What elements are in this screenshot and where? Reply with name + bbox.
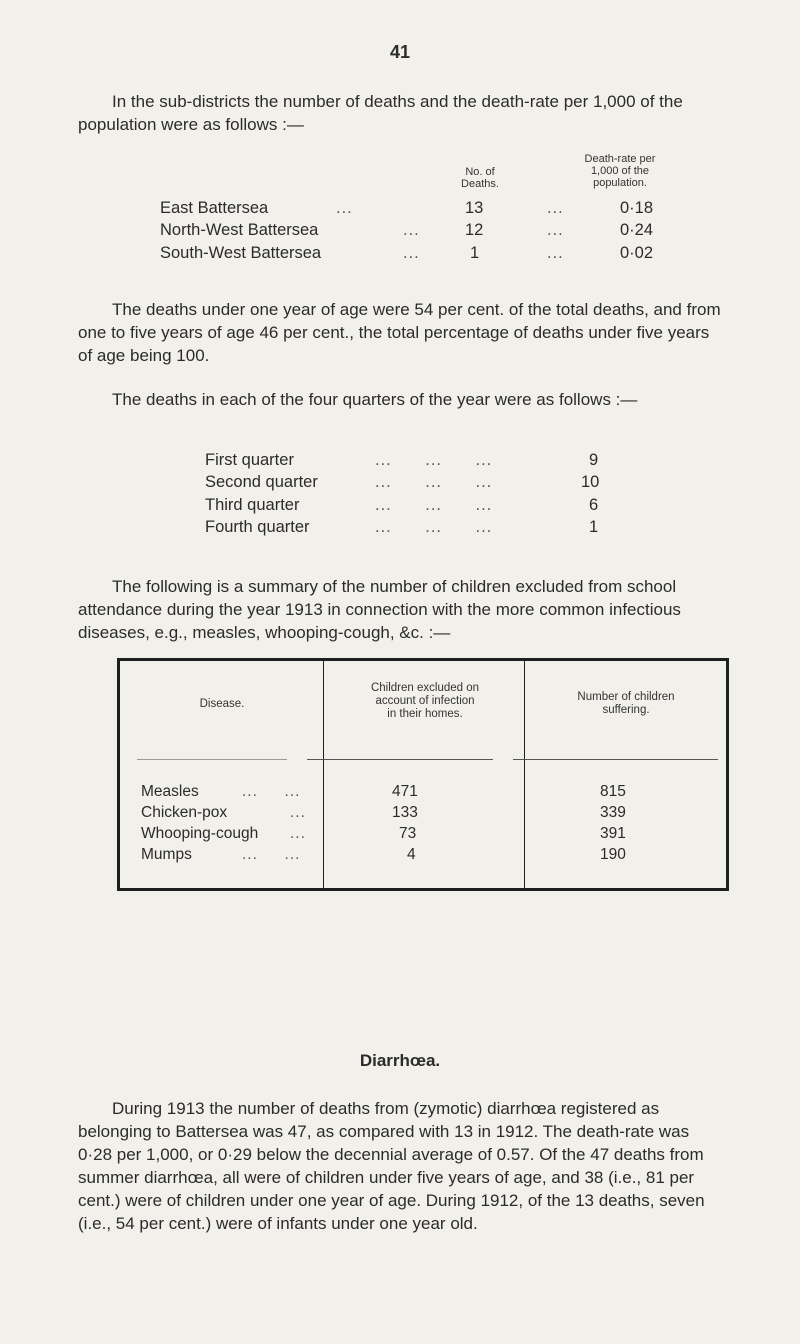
quarter-value: 6 xyxy=(589,496,599,514)
quarter-row xyxy=(205,473,605,495)
table-right-border xyxy=(726,661,729,888)
intro-text: In the sub-districts the number of deaths and the death-rate per 1,000 of the population were as follows :— xyxy=(78,92,683,134)
age-text: The deaths under one year of age were 54 per cent. of the total deaths, and from one to five years of age 46 per cent., the total percentage of deaths under five years of age being 100. xyxy=(78,300,721,365)
suffering-count: 190 xyxy=(600,846,626,863)
leader-dots: ... xyxy=(547,221,564,239)
suffering-count: 339 xyxy=(600,804,626,821)
subdistrict-row xyxy=(160,221,680,243)
quarter-value: 10 xyxy=(581,473,600,491)
disease-table xyxy=(117,658,733,896)
column-divider xyxy=(323,661,324,888)
table-top-rule xyxy=(117,658,729,661)
subdistrict-row xyxy=(160,244,680,266)
leader-dots: ... ... ... xyxy=(375,451,493,469)
leader-dots: ... xyxy=(403,244,420,262)
subdistrict-name: East Battersea xyxy=(160,199,269,217)
deaths-column-header xyxy=(430,166,530,190)
rate-column-header xyxy=(560,153,680,189)
quarter-row xyxy=(205,451,605,473)
quarter-row xyxy=(205,518,605,540)
header-rule xyxy=(137,759,287,760)
column-divider xyxy=(524,661,525,888)
excluded-count: 133 xyxy=(392,804,418,821)
leader-dots: ... xyxy=(290,825,306,842)
leader-dots: ... ... xyxy=(242,846,301,863)
header-rule xyxy=(307,759,493,760)
header-excluded-line: account of infection xyxy=(375,695,475,707)
excluded-count: 471 xyxy=(392,783,418,800)
quarter-value: 9 xyxy=(589,451,599,469)
intro-paragraph xyxy=(78,90,726,136)
age-paragraph xyxy=(78,298,726,367)
section-heading: Diarrhœa. xyxy=(359,1051,441,1070)
deaths-header-line: Deaths. xyxy=(461,178,499,190)
page-number: 41 xyxy=(389,42,411,62)
subdistrict-name: South-West Battersea xyxy=(160,244,322,262)
quarters-text: The deaths in each of the four quarters of the year were as follows :— xyxy=(112,390,638,409)
leader-dots: ... xyxy=(547,244,564,262)
diarrhoea-paragraph xyxy=(78,1097,726,1235)
quarter-row xyxy=(205,496,605,518)
rate-header-line: 1,000 of the xyxy=(590,165,650,177)
suffering-count: 391 xyxy=(600,825,626,842)
subdistrict-name: North-West Battersea xyxy=(160,221,319,239)
header-excluded-line: Children excluded on xyxy=(370,682,480,694)
subdistrict-deaths: 12 xyxy=(465,221,484,239)
leader-dots: ... xyxy=(547,199,564,217)
table-bottom-rule xyxy=(117,888,729,891)
quarter-label: First quarter xyxy=(205,451,294,469)
disease-name: Whooping-cough xyxy=(141,825,259,842)
quarter-label: Fourth quarter xyxy=(205,518,310,536)
disease-name: Measles xyxy=(141,783,199,800)
rate-header-line: population. xyxy=(593,177,647,189)
disease-name: Mumps xyxy=(141,846,192,863)
subdistrict-row xyxy=(160,199,680,221)
header-excluded-line: in their homes. xyxy=(387,708,463,720)
exclusion-paragraph xyxy=(78,575,726,644)
quarter-value: 1 xyxy=(589,518,599,536)
header-suffering-line: Number of children xyxy=(577,691,675,703)
subdistrict-deaths: 1 xyxy=(470,244,480,262)
excluded-count: 73 xyxy=(399,825,417,842)
leader-dots: ... xyxy=(290,804,306,821)
header-disease: Disease. xyxy=(199,698,245,710)
leader-dots: ... ... ... xyxy=(375,496,493,514)
header-rule xyxy=(513,759,718,760)
subdistrict-rate: 0·18 xyxy=(620,199,654,217)
header-suffering-line: suffering. xyxy=(602,704,650,716)
quarter-label: Third quarter xyxy=(205,496,300,514)
disease-name: Chicken-pox xyxy=(141,804,228,821)
leader-dots: ... ... ... xyxy=(375,473,493,491)
exclusion-text: The following is a summary of the number of children excluded from school attendance during the year 1913 in connection with the more common infectious diseases, e.g., measles, whooping-cough, &c. :— xyxy=(78,577,681,642)
header-suffering xyxy=(527,691,725,717)
header-excluded xyxy=(327,682,523,721)
subdistrict-rate: 0·02 xyxy=(620,244,654,262)
quarters-paragraph xyxy=(78,388,726,411)
table-left-border xyxy=(117,661,120,888)
deaths-header-line: No. of xyxy=(465,166,495,178)
suffering-count: 815 xyxy=(600,783,626,800)
leader-dots: ... xyxy=(336,199,353,217)
leader-dots: ... ... xyxy=(242,783,301,800)
leader-dots: ... xyxy=(403,221,420,239)
excluded-count: 4 xyxy=(407,846,416,863)
subdistrict-deaths: 13 xyxy=(465,199,484,217)
diarrhoea-text: During 1913 the number of deaths from (zymotic) diarrhœa registered as belonging to Battersea was 47, as compared with 13 in 1912. The death-rate was 0·28 per 1,000, or 0·29 below the decennial average of 0.57. Of the 47 deaths from summer diarrhœa, all were of children under five years of age, and 38 (i.e., 81 per cent.) were of children under one year of age. During 1912, of the 13 deaths, seven (i.e., 54 per cent.) were of infants under one year old. xyxy=(78,1099,705,1233)
subdistrict-rate: 0·24 xyxy=(620,221,654,239)
rate-header-line: Death-rate per xyxy=(584,153,656,165)
leader-dots: ... ... ... xyxy=(375,518,493,536)
quarter-label: Second quarter xyxy=(205,473,318,491)
